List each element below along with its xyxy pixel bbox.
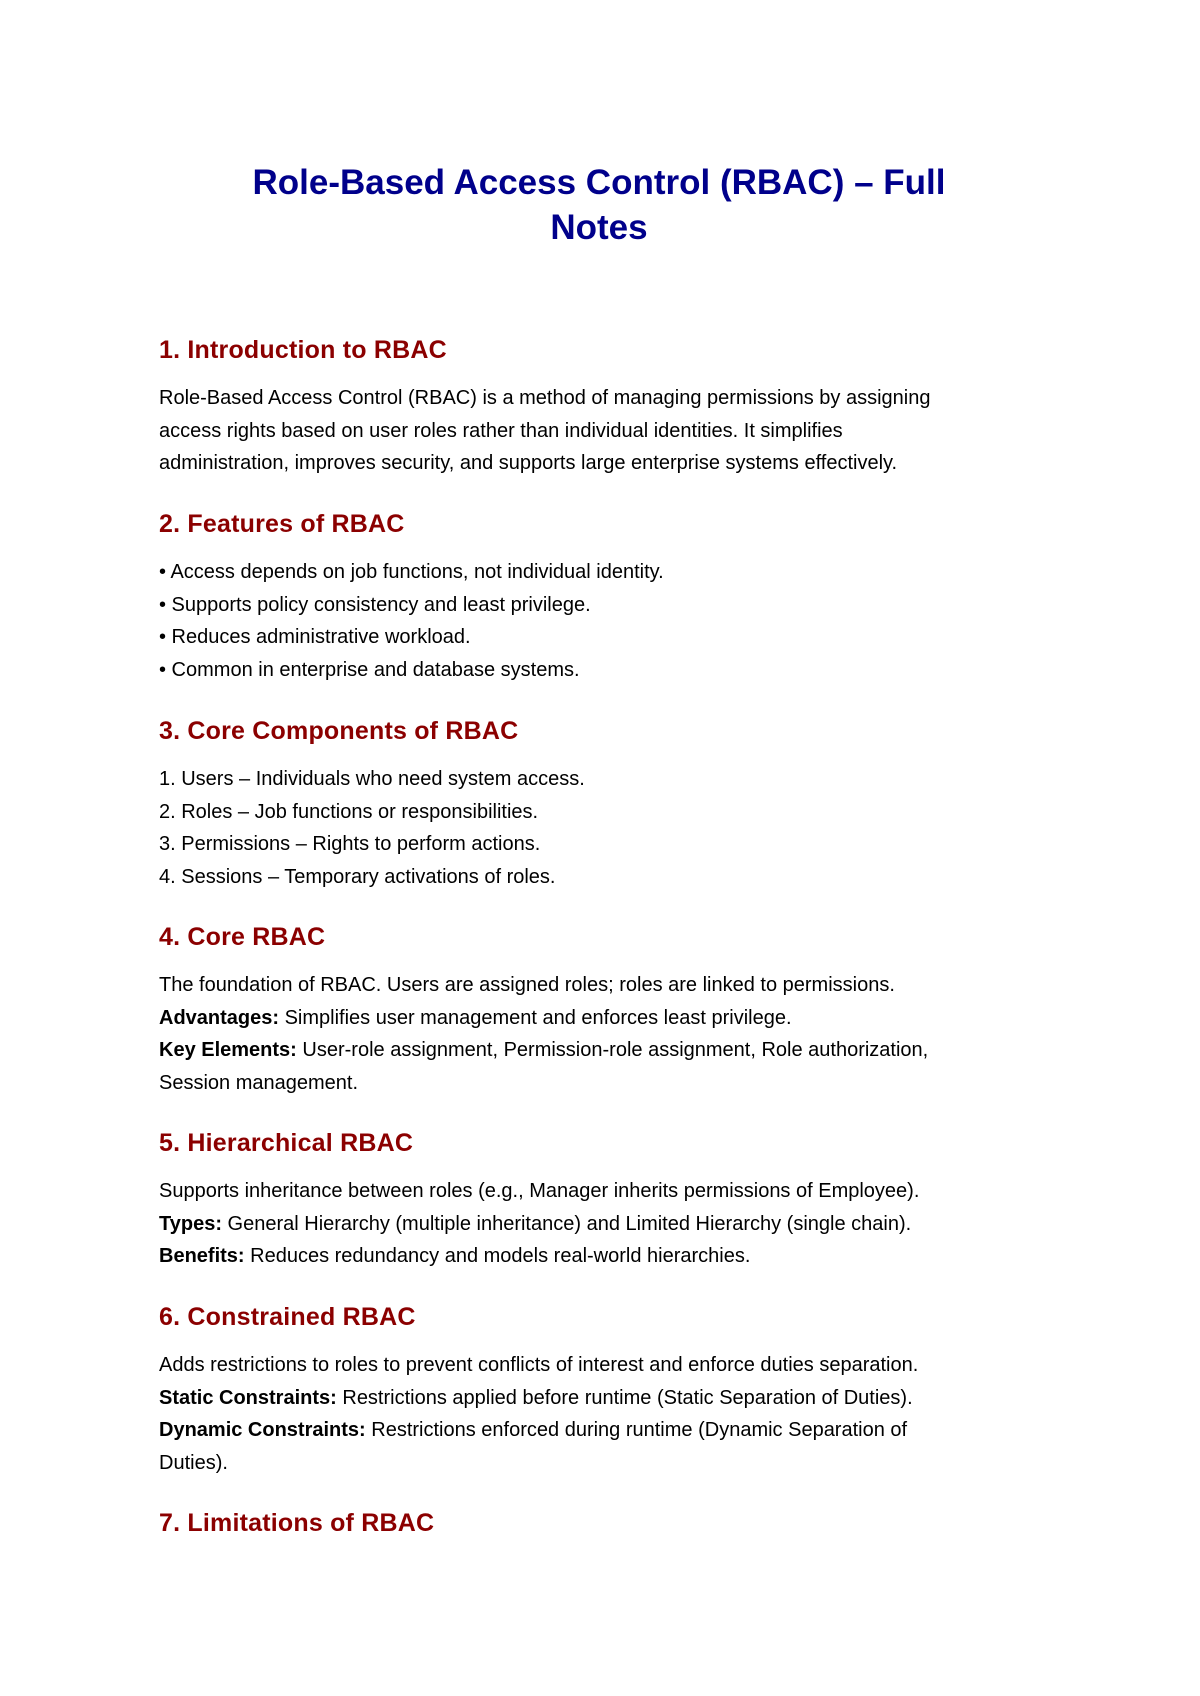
paragraph-line: The foundation of RBAC. Users are assigned roles; roles are linked to permissions. (159, 974, 895, 996)
dynamic-constraints-label: Dynamic Constraints: (159, 1419, 366, 1441)
list-item: • Supports policy consistency and least privilege. (159, 593, 591, 616)
list-item: 2. Roles – Job functions or responsibilities. (159, 800, 539, 823)
section-features (159, 509, 1039, 686)
section-hierarchical-rbac (159, 1128, 1039, 1273)
dynamic-constraints-text: Restrictions enforced during runtime (Dynamic Separation of (365, 1419, 908, 1441)
section-paragraph (159, 1175, 1039, 1273)
section-heading: 4. Core RBAC (159, 923, 326, 951)
static-constraints-text: Restrictions applied before runtime (Static Separation of Duties). (336, 1386, 913, 1409)
list-item: 4. Sessions – Temporary activations of roles. (159, 865, 556, 888)
paragraph-line: Supports inheritance between roles (e.g., Manager inherits permissions of Employee). (159, 1180, 920, 1202)
section-heading: 3. Core Components of RBAC (159, 717, 519, 745)
numbered-list (159, 763, 1039, 893)
key-elements-label: Key Elements: (159, 1039, 297, 1061)
section-constrained-rbac (159, 1302, 1039, 1479)
document-title-line-2: Notes (550, 208, 648, 247)
list-item: • Common in enterprise and database systems. (159, 658, 580, 681)
list-item: • Access depends on job functions, not individual identity. (159, 561, 664, 583)
advantages-label: Advantages: (159, 1006, 280, 1029)
key-elements-line (159, 1034, 1039, 1067)
section-limitations (159, 1508, 1039, 1538)
section-heading: 5. Hierarchical RBAC (159, 1129, 414, 1157)
benefits-label: Benefits: (159, 1245, 245, 1267)
static-constraints-label: Static Constraints: (159, 1386, 337, 1409)
bullet-list (159, 556, 1039, 686)
document-title-line-1: Role-Based Access Control (RBAC) – Full (252, 163, 946, 202)
section-heading: 1. Introduction to RBAC (159, 336, 447, 364)
section-heading: 2. Features of RBAC (159, 510, 405, 538)
document-title (159, 160, 1039, 250)
types-line (159, 1208, 1039, 1241)
key-elements-text: User-role assignment, Permission-role assignment, Role authorization, (296, 1039, 929, 1061)
document-page (159, 160, 1039, 1537)
section-core-rbac (159, 922, 1039, 1099)
section-paragraph (159, 382, 1039, 480)
section-paragraph (159, 969, 1039, 1099)
benefits-text: Reduces redundancy and models real-world hierarchies. (244, 1245, 751, 1267)
list-item: 1. Users – Individuals who need system access. (159, 768, 585, 790)
section-paragraph (159, 1349, 1039, 1479)
section-core-components (159, 716, 1039, 893)
types-text: General Hierarchy (multiple inheritance) and Limited Hierarchy (single chain). (221, 1212, 912, 1235)
list-item: 3. Permissions – Rights to perform actions. (159, 833, 541, 855)
paragraph-line: administration, improves security, and supports large enterprise systems effectively. (159, 452, 898, 474)
static-constraints-line (159, 1382, 1039, 1415)
list-item: • Reduces administrative workload. (159, 626, 471, 648)
paragraph-line: Role-Based Access Control (RBAC) is a method of managing permissions by assigning (159, 387, 931, 409)
types-label: Types: (159, 1212, 222, 1235)
benefits-line (159, 1240, 1039, 1273)
dynamic-constraints-line (159, 1414, 1039, 1447)
section-introduction (159, 335, 1039, 480)
paragraph-line: Session management. (159, 1071, 359, 1094)
paragraph-line: Adds restrictions to roles to prevent conflicts of interest and enforce duties separation. (159, 1354, 919, 1376)
paragraph-line: access rights based on user roles rather than individual identities. It simplifies (159, 419, 843, 442)
section-heading: 7. Limitations of RBAC (159, 1509, 435, 1537)
advantages-text: Simplifies user management and enforces least privilege. (279, 1006, 792, 1029)
advantages-line (159, 1002, 1039, 1035)
section-heading: 6. Constrained RBAC (159, 1303, 416, 1331)
paragraph-line: Duties). (159, 1451, 228, 1474)
